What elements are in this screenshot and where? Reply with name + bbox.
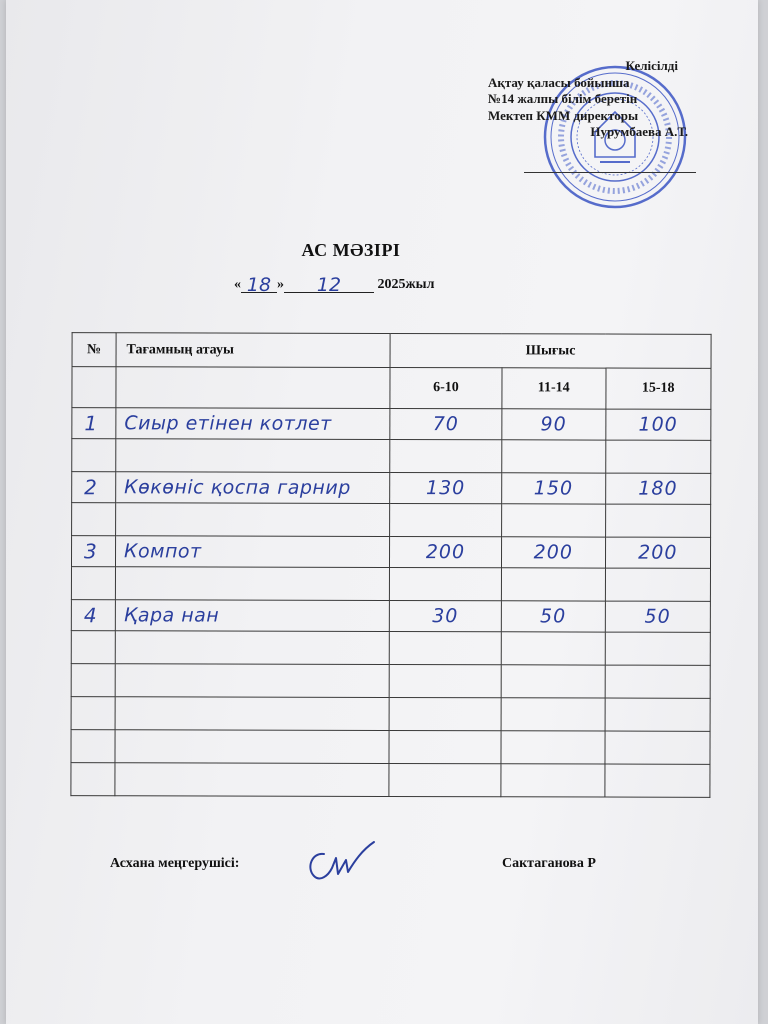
portion-6-10: 70 (432, 413, 459, 436)
table-row-empty (71, 763, 710, 798)
portion-6-10: 30 (432, 605, 459, 628)
table-row-empty (71, 697, 710, 732)
approval-line-city: Ақтау қаласы бойынша (488, 74, 630, 90)
row-number: 3 (84, 539, 97, 564)
approval-block (488, 58, 688, 141)
header-number: № (72, 333, 116, 367)
date-open-quote: « (234, 277, 241, 292)
table-row-spacer (71, 631, 710, 666)
table-row (72, 472, 711, 505)
table-row-empty (71, 730, 710, 765)
document-page (6, 0, 758, 1024)
dish-name: Қара нан (123, 604, 220, 627)
date-line (234, 274, 494, 296)
portion-15-18: 100 (638, 413, 678, 436)
portion-11-14: 200 (533, 541, 573, 564)
portion-15-18: 50 (644, 605, 671, 628)
date-year: 2025жыл (377, 277, 435, 292)
row-number: 4 (83, 603, 97, 628)
age-group-1: 6-10 (390, 367, 502, 408)
row-number: 1 (84, 411, 98, 436)
portion-15-18: 180 (638, 477, 678, 500)
age-group-2: 11-14 (502, 368, 606, 409)
portion-11-14: 50 (539, 605, 567, 628)
dish-name: Компот (124, 540, 202, 563)
approval-line-agreed: Келісілді (625, 58, 678, 73)
portion-11-14: 90 (540, 413, 567, 436)
kitchen-manager-name: Сактаганова Р (502, 856, 596, 871)
menu-table (70, 332, 711, 798)
table-row (71, 600, 710, 633)
table-row-empty (71, 664, 710, 699)
table-row (71, 536, 710, 569)
table-row-spacer (71, 567, 710, 602)
dish-name: Көкөніс қоспа гарнир (124, 476, 351, 499)
approval-line-director: Мектеп КММ директоры (488, 107, 639, 123)
header-dish-name: Тағамның атауы (116, 333, 390, 368)
table-subheader-row (72, 367, 711, 410)
page-title: АС МӘЗІРІ (301, 240, 401, 260)
row-number: 2 (84, 475, 97, 500)
approval-line-school: №14 жалпы білім беретін (488, 91, 638, 106)
age-group-3: 15-18 (605, 368, 711, 409)
dish-name: Сиыр етінен котлет (124, 412, 332, 435)
table-header-row (72, 333, 711, 369)
table-row (72, 408, 711, 441)
kitchen-manager-label: Асхана меңгерушісі: (110, 856, 240, 871)
header-output: Шығыс (390, 333, 711, 368)
date-month: 12 (316, 274, 342, 296)
handwritten-signature (302, 836, 392, 886)
portion-6-10: 130 (425, 477, 466, 500)
date-close-quote: » (277, 277, 284, 292)
portion-11-14: 150 (533, 477, 574, 500)
date-day: 18 (246, 274, 272, 296)
portion-6-10: 200 (425, 541, 466, 564)
table-row-spacer (72, 439, 711, 474)
approval-line-director-name: Нурумбаева А.Т. (590, 124, 688, 139)
table-row-spacer (72, 503, 711, 538)
portion-15-18: 200 (638, 541, 678, 564)
approval-underline (524, 172, 696, 173)
